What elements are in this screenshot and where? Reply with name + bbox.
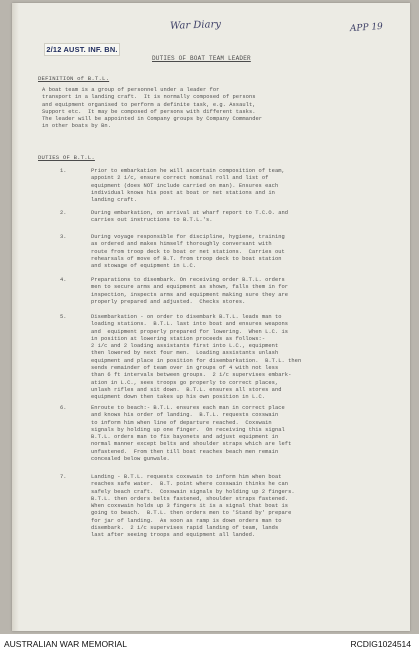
footer-record-id: RCDIG1024514 bbox=[350, 639, 411, 649]
handwritten-appendix-number: APP 19 bbox=[349, 21, 384, 35]
footer-institution: AUSTRALIAN WAR MEMORIAL bbox=[4, 639, 127, 649]
document-title: DUTIES OF BOAT TEAM LEADER bbox=[152, 55, 251, 62]
battalion-stamp: 2/12 AUST. INF. BN. bbox=[44, 43, 120, 56]
duty-item-text: Enroute to beach:- B.T.L. ensures each man in correct place and knows his order of landing. B.T.L. requests coxswain to inform him when line of departure reached. Coxswain signals by holding up one finger. On receiving this signal B.T.L. orders man to fix bayonets and adjust equipment in normal manner except belts and shoulder straps which are left unfastened. From then till boat reaches beach men remain concealed below gunwale. bbox=[91, 405, 292, 463]
duty-item-number: 3. bbox=[60, 234, 67, 240]
duty-item-text: During voyage responsible for discipline, hygiene, training as ordered and makes himself thoroughly conversant with route from troop deck to boat or net stations. Carries out rehearsals of move of B.T. from troop deck to boat station and stowage of equipment in L.C. bbox=[91, 234, 285, 270]
duty-item-text: Preparations to disembark. On receiving order B.T.L. orders men to secure arms and equipment as shown, falls them in for inspection, inspects arms and equipment making sure they are properly prepared and adjusted. Checks stores. bbox=[91, 277, 289, 305]
document-page bbox=[12, 3, 410, 631]
duties-heading: DUTIES OF B.T.L. bbox=[38, 154, 95, 161]
definition-heading: DEFINITION of B.T.L. bbox=[38, 75, 110, 82]
definition-paragraph: A boat team is a group of personnel under a leader for transport in a landing craft. It is normally composed of persons and equipment organised to perform a definite task, e.g. Assault, Support etc. It may be composed of persons with different tasks. The leader will be appointed in Company groups by Company Commander in other boats by Bn. bbox=[42, 87, 263, 130]
duty-item-number: 5. bbox=[60, 314, 67, 320]
duty-item-number: 6. bbox=[60, 405, 67, 411]
duty-item-text: Disembarkation - on order to disembark B.T.L. leads man to loading stations. B.T.L. last into boat and ensures weapons and equipment properly prepared for lowering. When L.C. is in position at lowering station proceeds as follows:- 2 i/c and 2 loading assistants first into L.C., equipment then lowered by next four men. Loading assistants unlash equipment and place in position for disembarkation. B.T.L. then sends remainder of team over in groups of 4 with not less than 6 ft intervals between groups. 2 i/c supervises embark- ation in L.C., sees troops go properly to correct places, unlash rifles and sit down. B.T.L. ensures all stores and equipment down then takes up his own position in L.C. bbox=[91, 314, 302, 401]
duty-item-text: During embarkation, on arrival at wharf report to T.C.O. and carries out instructions to B.T.L.'s. bbox=[91, 210, 289, 224]
duty-item-number: 1. bbox=[60, 168, 67, 174]
duty-item-text: Prior to embarkation he will ascertain composition of team, appoint 2 i/c, ensure correct nominal roll and list of equipment (does NOT include carried on man). Ensures each individual knows his post at boat or net stations and in landing craft. bbox=[91, 168, 285, 204]
handwritten-war-diary-note: War Diary bbox=[169, 19, 222, 32]
duty-item-text: Landing - B.T.L. requests coxswain to inform him when boat reaches safe water. B.T. point where coxswain thinks he can safely beach craft. Coxswain signals by holding up 2 fingers. B.T.L. then orders belts fastened, shoulder straps fastened. When coxswain holds up 3 fingers it is a signal that boat is going to beach. B.T.L. then orders men to 'Stand by' prepare for jar of landing. As soon as ramp is down orders man to disembark. 2 i/c supervises rapid landing of team, lands last after seeing troops and equipment all landed. bbox=[91, 474, 295, 539]
duty-item-number: 7. bbox=[60, 474, 67, 480]
archive-footer bbox=[0, 634, 419, 654]
duty-item-number: 4. bbox=[60, 277, 67, 283]
duty-item-number: 2. bbox=[60, 210, 67, 216]
